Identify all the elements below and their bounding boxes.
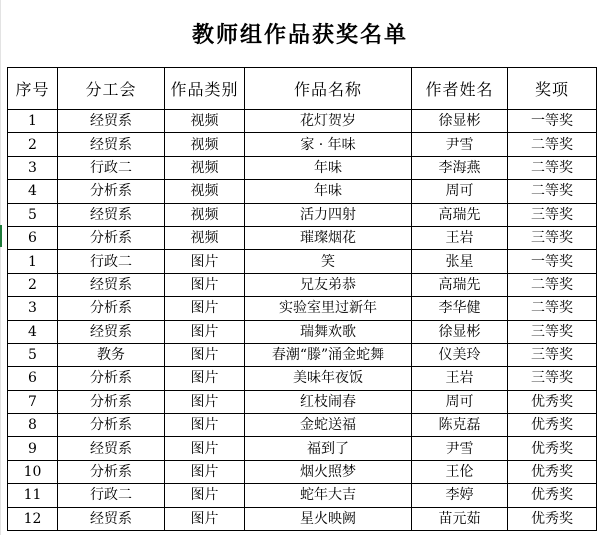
cell-work-title[interactable]: 蛇年大吉 xyxy=(245,484,412,507)
cell-union[interactable]: 经贸系 xyxy=(58,203,165,226)
cell-index[interactable]: 10 xyxy=(8,460,58,483)
cell-category[interactable]: 视频 xyxy=(165,133,245,156)
cell-work-title[interactable]: 实验室里过新年 xyxy=(245,297,412,320)
cell-index[interactable]: 6 xyxy=(8,367,58,390)
table-row xyxy=(8,110,597,133)
cell-award[interactable]: 二等奖 xyxy=(508,133,597,156)
cell-author[interactable]: 李婷 xyxy=(412,484,508,507)
cell-award[interactable]: 二等奖 xyxy=(508,156,597,179)
cell-index[interactable]: 1 xyxy=(8,250,58,273)
cell-category[interactable]: 图片 xyxy=(165,437,245,460)
table-row xyxy=(8,273,597,296)
table-row xyxy=(8,343,597,366)
cell-index[interactable]: 3 xyxy=(8,297,58,320)
header-cell-union[interactable]: 分工会 xyxy=(58,68,165,110)
cell-category[interactable]: 视频 xyxy=(165,156,245,179)
cell-author[interactable]: 苗元茹 xyxy=(412,507,508,530)
cell-work-title[interactable]: 烟火照梦 xyxy=(245,460,412,483)
cell-category[interactable]: 图片 xyxy=(165,390,245,413)
cell-category[interactable]: 图片 xyxy=(165,367,245,390)
cell-author[interactable]: 周可 xyxy=(412,180,508,203)
cell-work-title[interactable]: 福到了 xyxy=(245,437,412,460)
cell-union[interactable]: 分析系 xyxy=(58,226,165,249)
cell-union[interactable]: 经贸系 xyxy=(58,133,165,156)
cell-work-title[interactable]: 星火映阙 xyxy=(245,507,412,530)
cell-author[interactable]: 徐显彬 xyxy=(412,110,508,133)
cell-author[interactable]: 周可 xyxy=(412,390,508,413)
table-row xyxy=(8,320,597,343)
cell-work-title[interactable]: 活力四射 xyxy=(245,203,412,226)
cell-author[interactable]: 王岩 xyxy=(412,367,508,390)
cell-union[interactable]: 分析系 xyxy=(58,390,165,413)
cell-work-title[interactable]: 美味年夜饭 xyxy=(245,367,412,390)
cell-author[interactable]: 王岩 xyxy=(412,226,508,249)
cell-union[interactable]: 经贸系 xyxy=(58,110,165,133)
cell-union[interactable]: 分析系 xyxy=(58,460,165,483)
cell-index[interactable]: 5 xyxy=(8,203,58,226)
cell-category[interactable]: 图片 xyxy=(165,250,245,273)
cell-work-title[interactable]: 家 · 年味 xyxy=(245,133,412,156)
cell-author[interactable]: 王伦 xyxy=(412,460,508,483)
cell-author[interactable]: 徐显彬 xyxy=(412,320,508,343)
cell-category[interactable]: 图片 xyxy=(165,273,245,296)
header-cell-category[interactable]: 作品类别 xyxy=(165,68,245,110)
table-row xyxy=(8,297,597,320)
cell-work-title[interactable]: 春潮“滕”涌金蛇舞 xyxy=(245,343,412,366)
cell-index[interactable]: 2 xyxy=(8,133,58,156)
cell-index[interactable]: 5 xyxy=(8,343,58,366)
cell-category[interactable]: 图片 xyxy=(165,507,245,530)
cell-index[interactable]: 9 xyxy=(8,437,58,460)
cell-index[interactable]: 11 xyxy=(8,484,58,507)
cell-work-title[interactable]: 金蛇送福 xyxy=(245,414,412,437)
cell-author[interactable]: 陈克磊 xyxy=(412,414,508,437)
cell-union[interactable]: 分析系 xyxy=(58,180,165,203)
cell-union[interactable]: 经贸系 xyxy=(58,437,165,460)
cell-award[interactable]: 三等奖 xyxy=(508,320,597,343)
table-body xyxy=(8,110,597,531)
cell-union[interactable]: 分析系 xyxy=(58,367,165,390)
table-row xyxy=(8,414,597,437)
cell-author[interactable]: 张星 xyxy=(412,250,508,273)
cell-award[interactable]: 优秀奖 xyxy=(508,414,597,437)
cell-award[interactable]: 一等奖 xyxy=(508,110,597,133)
cell-work-title[interactable]: 笑 xyxy=(245,250,412,273)
table-row xyxy=(8,367,597,390)
cell-author[interactable]: 尹雪 xyxy=(412,437,508,460)
cell-award[interactable]: 三等奖 xyxy=(508,203,597,226)
cell-award[interactable]: 三等奖 xyxy=(508,226,597,249)
cell-union[interactable]: 经贸系 xyxy=(58,507,165,530)
cell-union[interactable]: 经贸系 xyxy=(58,273,165,296)
cell-award[interactable]: 优秀奖 xyxy=(508,507,597,530)
cell-union[interactable]: 教务 xyxy=(58,343,165,366)
cell-index[interactable]: 7 xyxy=(8,390,58,413)
cell-author[interactable]: 高瑞先 xyxy=(412,203,508,226)
table-row xyxy=(8,133,597,156)
table-header-row xyxy=(8,68,597,110)
cell-category[interactable]: 图片 xyxy=(165,320,245,343)
cell-index[interactable]: 4 xyxy=(8,180,58,203)
table-row xyxy=(8,460,597,483)
cell-index[interactable]: 2 xyxy=(8,273,58,296)
table-row xyxy=(8,437,597,460)
cell-index[interactable]: 3 xyxy=(8,156,58,179)
cell-index[interactable]: 4 xyxy=(8,320,58,343)
cell-award[interactable]: 优秀奖 xyxy=(508,460,597,483)
cell-index[interactable]: 8 xyxy=(8,414,58,437)
cell-work-title[interactable]: 瑞舞欢歌 xyxy=(245,320,412,343)
awards-table xyxy=(7,67,597,531)
page-title: 教师组作品获奖名单 xyxy=(191,23,408,48)
table-row xyxy=(8,203,597,226)
cell-union[interactable]: 分析系 xyxy=(58,297,165,320)
cell-award[interactable]: 三等奖 xyxy=(508,367,597,390)
cell-index[interactable]: 12 xyxy=(8,507,58,530)
table-row xyxy=(8,507,597,530)
table-row xyxy=(8,484,597,507)
cell-award[interactable]: 优秀奖 xyxy=(508,390,597,413)
cell-author[interactable]: 李华健 xyxy=(412,297,508,320)
header-cell-author[interactable]: 作者姓名 xyxy=(412,68,508,110)
cell-author[interactable]: 李海燕 xyxy=(412,156,508,179)
cell-work-title[interactable]: 璀璨烟花 xyxy=(245,226,412,249)
header-cell-work-title[interactable]: 作品名称 xyxy=(245,68,412,110)
cell-work-title[interactable]: 兄友弟恭 xyxy=(245,273,412,296)
cell-award[interactable]: 二等奖 xyxy=(508,180,597,203)
cell-union[interactable]: 分析系 xyxy=(58,414,165,437)
table-row xyxy=(8,156,597,179)
cell-award[interactable]: 三等奖 xyxy=(508,343,597,366)
cell-category[interactable]: 图片 xyxy=(165,414,245,437)
cell-category[interactable]: 视频 xyxy=(165,203,245,226)
cell-category[interactable]: 图片 xyxy=(165,484,245,507)
cell-award[interactable]: 优秀奖 xyxy=(508,437,597,460)
cell-award[interactable]: 优秀奖 xyxy=(508,484,597,507)
cell-category[interactable]: 图片 xyxy=(165,460,245,483)
header-cell-index[interactable]: 序号 xyxy=(8,68,58,110)
cell-union[interactable]: 行政二 xyxy=(58,484,165,507)
cell-award[interactable]: 二等奖 xyxy=(508,297,597,320)
cell-author[interactable]: 高瑞先 xyxy=(412,273,508,296)
cell-index[interactable]: 1 xyxy=(8,110,58,133)
cell-category[interactable]: 视频 xyxy=(165,110,245,133)
cell-category[interactable]: 图片 xyxy=(165,343,245,366)
header-cell-award[interactable]: 奖项 xyxy=(508,68,597,110)
cell-award[interactable]: 二等奖 xyxy=(508,273,597,296)
cell-union[interactable]: 经贸系 xyxy=(58,320,165,343)
cell-union[interactable]: 行政二 xyxy=(58,250,165,273)
cell-author[interactable]: 尹雪 xyxy=(412,133,508,156)
cell-author[interactable]: 仪美玲 xyxy=(412,343,508,366)
cell-category[interactable]: 视频 xyxy=(165,226,245,249)
table-row xyxy=(8,390,597,413)
table-row xyxy=(8,180,597,203)
cell-work-title[interactable]: 年味 xyxy=(245,156,412,179)
cell-work-title[interactable]: 红枝闹春 xyxy=(245,390,412,413)
cell-work-title[interactable]: 花灯贺岁 xyxy=(245,110,412,133)
table-row xyxy=(8,250,597,273)
table-row xyxy=(8,226,597,249)
cell-award[interactable]: 一等奖 xyxy=(508,250,597,273)
cell-work-title[interactable]: 年味 xyxy=(245,180,412,203)
cell-union[interactable]: 行政二 xyxy=(58,156,165,179)
cell-category[interactable]: 视频 xyxy=(165,180,245,203)
cell-category[interactable]: 图片 xyxy=(165,297,245,320)
cell-index[interactable]: 6 xyxy=(8,226,58,249)
row-selection-marker xyxy=(0,225,2,247)
